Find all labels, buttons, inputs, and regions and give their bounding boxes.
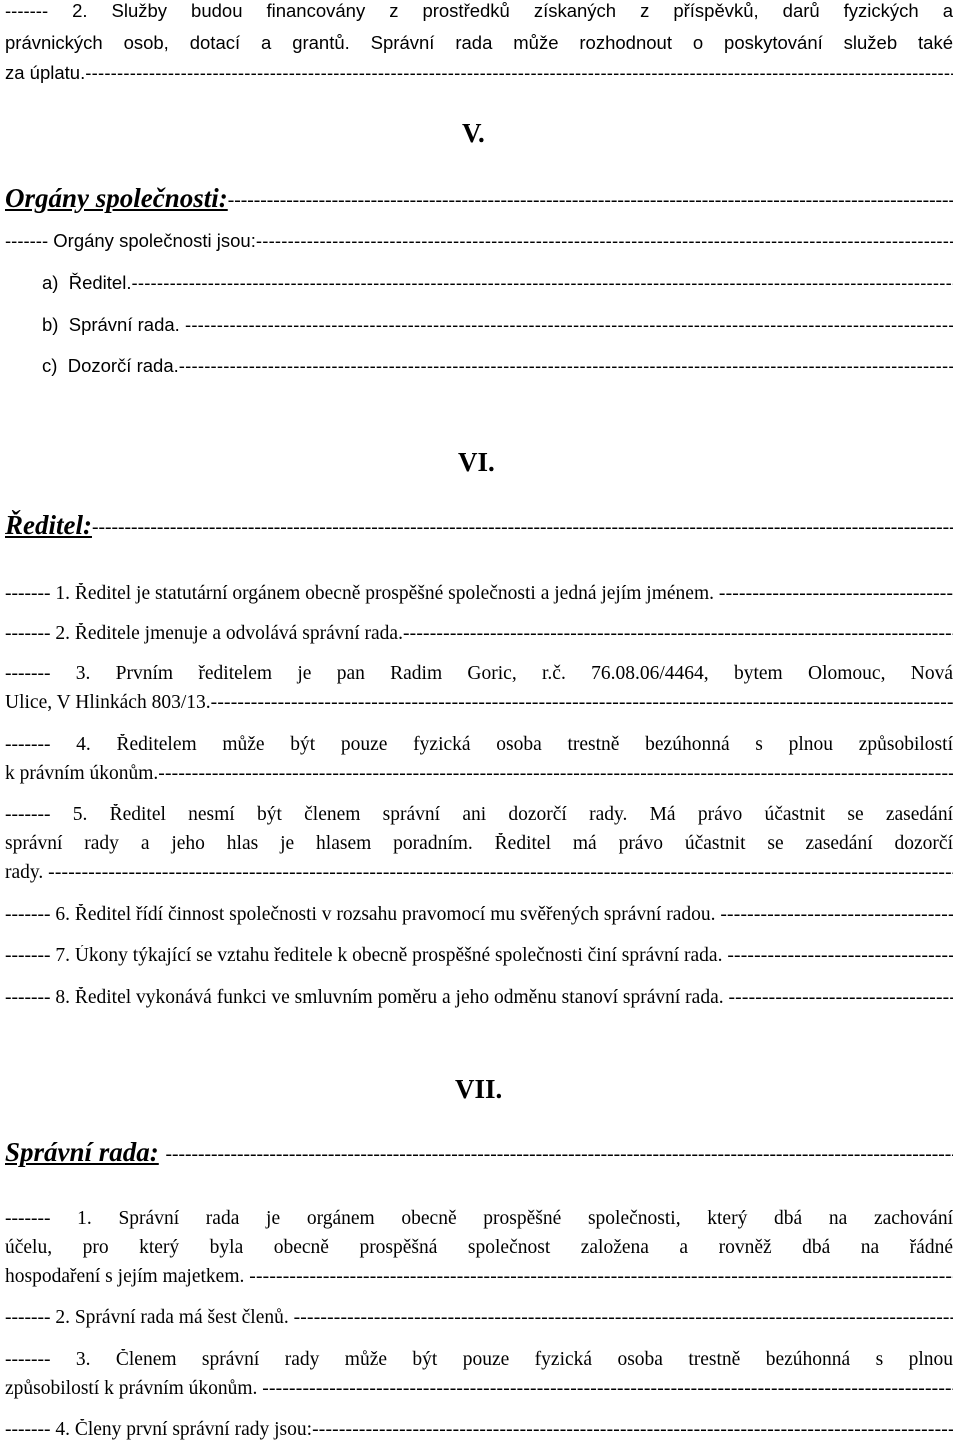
organ-item-a: [42, 272, 953, 294]
section-6-title: Ředitel:: [5, 510, 92, 540]
director-para-8: [5, 987, 953, 1009]
director-para-6: [5, 904, 953, 926]
organ-item-a-marker: a): [42, 272, 59, 293]
organ-item-c-text: Dozorčí rada.: [67, 355, 179, 376]
intro-line-3: [5, 62, 953, 84]
organ-item-b-text: Správní rada.: [68, 314, 180, 335]
director-para-5-line-3: [5, 862, 953, 884]
section-6-heading: [5, 509, 953, 544]
intro-line-1: ------- 2. Služby budou financovány z prostředků získaných z příspěvků, darů fyzických a: [5, 0, 953, 21]
section-5-number: V.: [462, 118, 485, 148]
director-para-7: [5, 945, 953, 967]
board-para-3-line-1: ------- 3. Členem správní rady může být pouze fyzická osoba trestně bezúhonná s plnou: [5, 1349, 953, 1370]
organ-item-a-text: Ředitel.: [68, 272, 132, 293]
section-5-heading: [5, 182, 953, 217]
organ-item-b-marker: b): [42, 314, 59, 335]
intro-line-2: právnických osob, dotací a grantů. Správní rada může rozhodnout o poskytování služeb také: [5, 32, 953, 53]
director-para-4-line-2: [5, 763, 953, 785]
director-para-1: [5, 583, 953, 605]
director-para-6-text: ------- 6. Ředitel řídí činnost společnosti v rozsahu pravomocí mu svěřených správní radou.: [5, 904, 716, 925]
intro-line-3-text: za úplatu.: [5, 62, 86, 83]
director-para-2-text: ------- 2. Ředitele jmenuje a odvolává správní rada.: [5, 623, 403, 644]
board-para-2-text: ------- 2. Správní rada má šest členů.: [5, 1307, 289, 1328]
board-para-1-line-1: ------- 1. Správní rada je orgánem obecně prospěšné společnosti, který dbá na zachování: [5, 1208, 953, 1229]
director-para-3-line-1: ------- 3. Prvním ředitelem je pan Radim Goric, r.č. 76.08.06/4464, bytem Olomouc, Nová: [5, 663, 953, 684]
organ-item-b: [42, 314, 953, 336]
section-7-heading: [5, 1136, 953, 1171]
director-para-3-line-2-text: Ulice, V Hlinkách 803/13.: [5, 692, 211, 713]
director-para-4-line-2-text: k právním úkonům.: [5, 763, 159, 784]
section-5-intro: [5, 230, 953, 252]
board-para-1-line-3-text: hospodaření s jejím majetkem.: [5, 1266, 245, 1287]
section-5-intro-text: ------- Orgány společnosti jsou:: [5, 230, 256, 251]
board-para-3-line-2-text: způsobilostí k právním úkonům.: [5, 1378, 258, 1399]
section-6-number: VI.: [458, 447, 495, 477]
director-para-5-line-2: správní rady a jeho hlas je hlasem poradním. Ředitel má právo účastnit se zasedání dozorčí: [5, 833, 953, 854]
director-para-4-line-1: ------- 4. Ředitelem může být pouze fyzická osoba trestně bezúhonná s plnou způsobilostí: [5, 734, 953, 755]
board-para-1-line-2: účelu, pro který byla obecně prospěšná společnost založena a rovněž dbá na řádné: [5, 1237, 953, 1258]
director-para-2: [5, 623, 953, 645]
board-para-2: [5, 1307, 953, 1329]
director-para-3-line-2: [5, 692, 953, 714]
director-para-8-text: ------- 8. Ředitel vykonává funkci ve smluvním poměru a jeho odměnu stanoví správní rada.: [5, 987, 724, 1008]
organ-item-c-marker: c): [42, 355, 58, 376]
board-para-3-line-2: [5, 1378, 953, 1400]
section-7-number: VII.: [455, 1074, 503, 1104]
board-para-4: [5, 1419, 953, 1441]
director-para-1-text: ------- 1. Ředitel je statutární orgánem obecně prospěšné společnosti a jedná jejím jménem.: [5, 583, 714, 604]
director-para-7-text: ------- 7. Úkony týkající se vztahu ředitele k obecně prospěšné společnosti činí správní rada.: [5, 945, 723, 966]
section-5-title: Orgány společnosti:: [5, 183, 228, 213]
section-7-title: Správní rada:: [5, 1137, 159, 1167]
director-para-5-line-3-text: rady.: [5, 862, 44, 883]
board-para-4-text: ------- 4. Členy první správní rady jsou:: [5, 1419, 313, 1440]
organ-item-c: [42, 355, 953, 377]
board-para-1-line-3: [5, 1266, 953, 1288]
director-para-5-line-1: ------- 5. Ředitel nesmí být členem správní ani dozorčí rady. Má právo účastnit se zasedání: [5, 804, 953, 825]
